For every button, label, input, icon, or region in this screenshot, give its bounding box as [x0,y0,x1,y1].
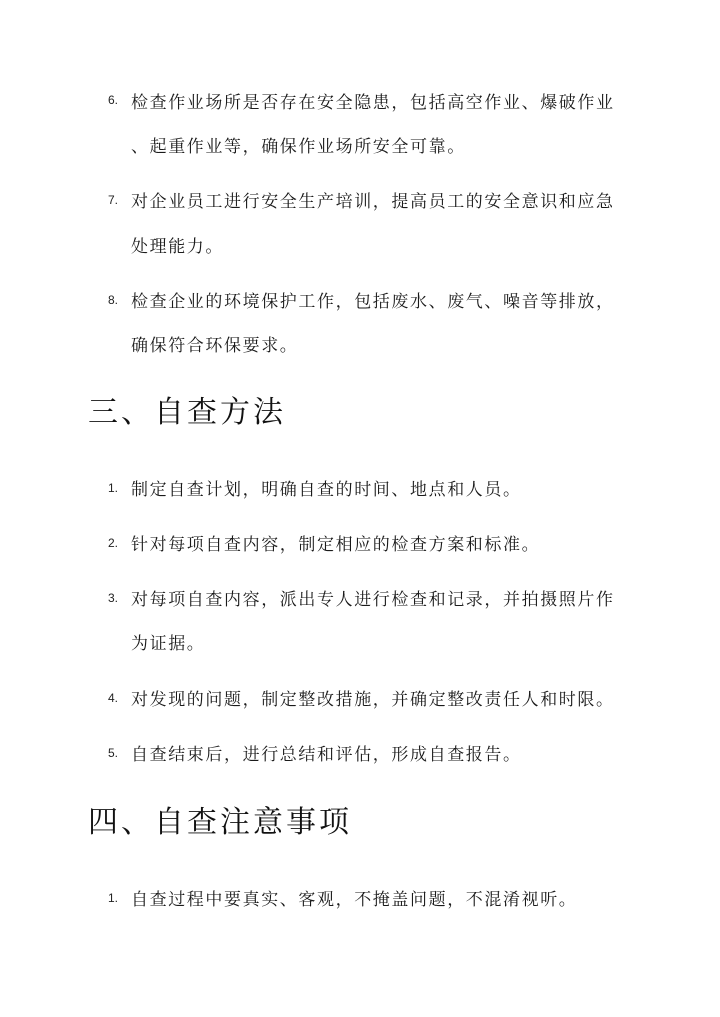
list-item-text: 自查结束后，进行总结和评估，形成自查报告。 [131,745,522,765]
list-item-text: 对发现的问题，制定整改措施，并确定整改责任人和时限。 [131,690,615,710]
list-item-text: 确保符合环保要求。 [131,336,299,356]
list-item-text: 针对每项自查内容，制定相应的检查方案和标准。 [131,535,541,555]
list-item-text: 检查企业的环境保护工作，包括废水、废气、噪音等排放， [131,292,615,312]
list-item-text: 、起重作业等，确保作业场所安全可靠。 [131,137,466,157]
list-item-number: 6. [108,93,119,107]
list-item-text: 对企业员工进行安全生产培训，提高员工的安全意识和应急 [131,192,615,212]
list-item-number: 2. [108,536,119,550]
list-item-number: 5. [108,746,119,760]
section-heading: 四、自查注意事项 [88,805,352,840]
list-item-number: 1. [108,891,119,905]
list-item-text: 自查过程中要真实、客观，不掩盖问题，不混淆视听。 [131,890,578,910]
list-item-number: 8. [108,293,119,307]
list-item-number: 4. [108,691,119,705]
list-item-text: 检查作业场所是否存在安全隐患，包括高空作业、爆破作业 [131,93,615,113]
list-item-text: 为证据。 [131,634,206,654]
list-item-number: 3. [108,591,119,605]
list-item-number: 1. [108,481,119,495]
list-item-text: 制定自查计划，明确自查的时间、地点和人员。 [131,480,522,500]
list-item-text: 处理能力。 [131,237,224,257]
list-item-text: 对每项自查内容，派出专人进行检查和记录，并拍摄照片作 [131,590,615,610]
section-heading: 三、自查方法 [88,395,286,430]
list-item-number: 7. [108,193,119,207]
